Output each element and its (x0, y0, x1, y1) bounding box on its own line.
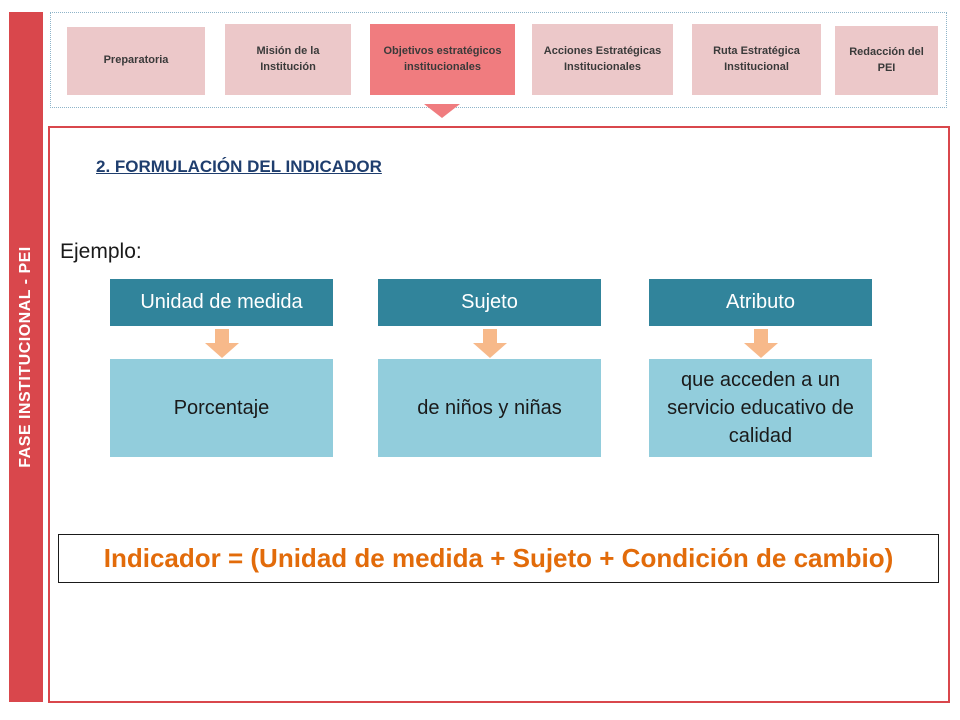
nav-step-preparatoria[interactable]: Preparatoria (67, 27, 205, 95)
value-atributo: que acceden a un servicio educativo de calidad (649, 359, 872, 457)
nav-step-acciones[interactable]: Acciones Estratégicas Institucionales (532, 24, 673, 95)
phase-label: FASE INSTITUCIONAL - PEI (17, 246, 34, 468)
example-label: Ejemplo: (60, 240, 142, 263)
header-unidad-de-medida: Unidad de medida (110, 279, 333, 326)
section-title: 2. FORMULACIÓN DEL INDICADOR (96, 157, 382, 176)
header-atributo: Atributo (649, 279, 872, 326)
value-porcentaje: Porcentaje (110, 359, 333, 457)
nav-step-objetivos[interactable]: Objetivos estratégicos institucionales (370, 24, 515, 95)
down-arrow-icon (205, 329, 239, 358)
nav-step-mision[interactable]: Misión de la Institución (225, 24, 351, 95)
nav-step-redaccion[interactable]: Redacción del PEI (835, 26, 938, 95)
down-arrow-icon (473, 329, 507, 358)
nav-step-ruta[interactable]: Ruta Estratégica Institucional (692, 24, 821, 95)
active-step-pointer (424, 104, 460, 118)
value-sujeto: de niños y niñas (378, 359, 601, 457)
indicator-formula: Indicador = (Unidad de medida + Sujeto + Condición de cambio) (58, 534, 939, 583)
header-sujeto: Sujeto (378, 279, 601, 326)
down-arrow-icon (744, 329, 778, 358)
